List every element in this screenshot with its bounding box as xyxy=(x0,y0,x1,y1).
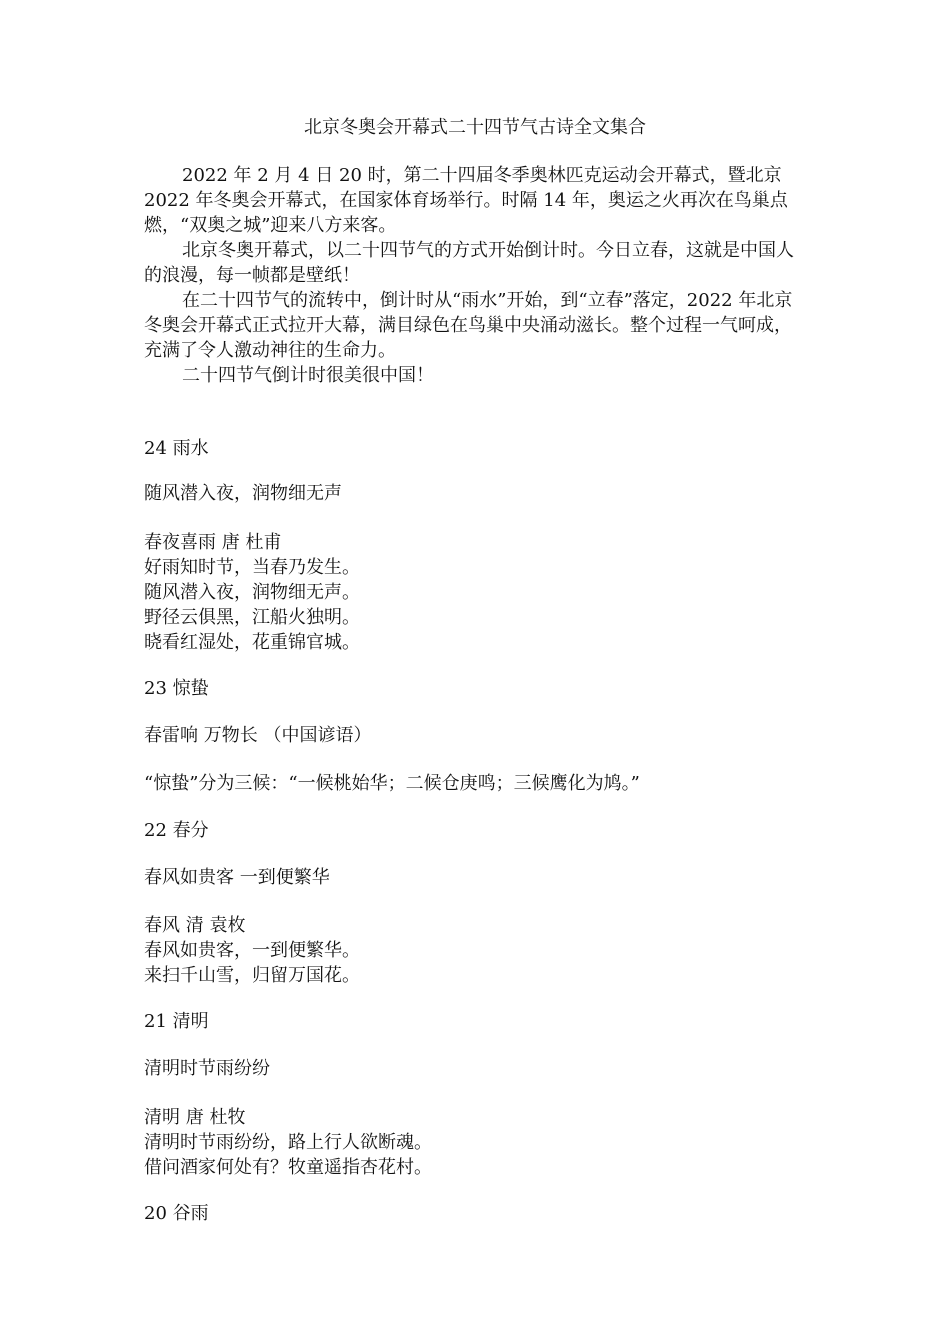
section-tagline: 春雷响 万物长 （中国谚语） xyxy=(144,725,372,746)
poem-title: 清明 唐 杜牧 xyxy=(144,1107,246,1128)
section-heading: 22 春分 xyxy=(144,820,209,841)
poem xyxy=(144,530,844,655)
intro-paragraph: 二十四节气倒计时很美很中国！ xyxy=(182,365,434,386)
section-heading: 20 谷雨 xyxy=(144,1203,209,1224)
poem-title: 春夜喜雨 唐 杜甫 xyxy=(144,532,282,553)
poem-line: 清明时节雨纷纷，路上行人欲断魂。 xyxy=(144,1132,432,1153)
intro-paragraph: 在二十四节气的流转中，倒计时从“雨水”开始，到“立春”落定，2022 年北京冬奥会开幕式正式拉开大幕，满目绿色在鸟巢中央涌动滋长。整个过程一气呵成，充满了令人激动神往的生命力。 xyxy=(144,290,793,361)
section-tagline: 春风如贵客 一到便繁华 xyxy=(144,867,330,888)
poem-line: 好雨知时节，当春乃发生。 xyxy=(144,557,360,578)
poem-line: 借问酒家何处有？牧童遥指杏花村。 xyxy=(144,1157,432,1178)
section-tagline: 随风潜入夜，润物细无声 xyxy=(144,483,342,504)
poem-line: 随风潜入夜，润物细无声。 xyxy=(144,582,360,603)
poem-line: 来扫千山雪，归留万国花。 xyxy=(144,965,360,986)
intro-paragraph: 北京冬奥开幕式，以二十四节气的方式开始倒计时。今日立春，这就是中国人的浪漫，每一帧都是壁纸！ xyxy=(144,240,794,286)
poem-line: 春风如贵客，一到便繁华。 xyxy=(144,940,360,961)
section-heading: 24 雨水 xyxy=(144,438,209,459)
intro-paragraph: 2022 年 2 月 4 日 20 时，第二十四届冬季奥林匹克运动会开幕式，暨北京 2022 年冬奥会开幕式，在国家体育场举行。时隔 14 年，奥运之火再次在鸟巢点燃，“双奥之城”迎来八方来客。 xyxy=(144,165,788,236)
poem xyxy=(144,1105,844,1180)
poem-line: 晓看红湿处，花重锦官城。 xyxy=(144,632,360,653)
poem xyxy=(144,913,844,988)
poem-title: 春风 清 袁枚 xyxy=(144,915,246,936)
section-heading: 21 清明 xyxy=(144,1011,209,1032)
section-tagline: 清明时节雨纷纷 xyxy=(144,1058,270,1079)
document-title: 北京冬奥会开幕式二十四节气古诗全文集合 xyxy=(304,117,646,138)
poem-line: 野径云俱黑，江船火独明。 xyxy=(144,607,360,628)
intro-section xyxy=(144,163,804,388)
section-note: “惊蛰”分为三候：“一候桃始华；二候仓庚鸣；三候鹰化为鸠。” xyxy=(144,773,640,794)
section-heading: 23 惊蛰 xyxy=(144,678,209,699)
